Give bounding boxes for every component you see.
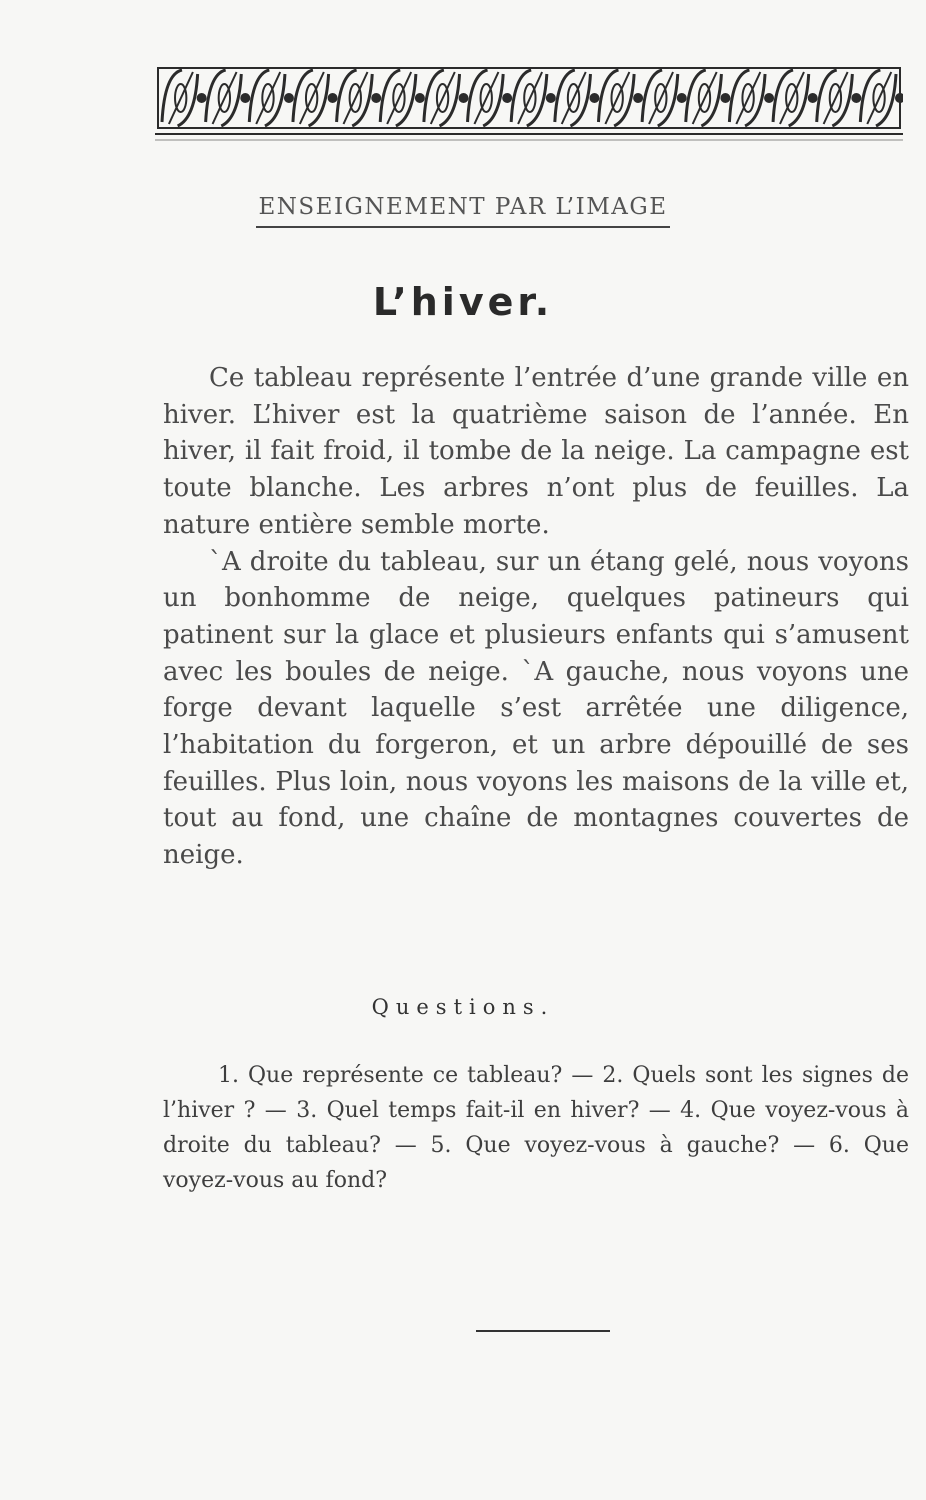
end-divider [476, 1330, 610, 1332]
paragraph-2: `A droite du tableau, sur un étang gelé, nous voyons un bonhomme de neige, quelques patineurs qui patinent sur la glace et plusieurs enfants qui s’amusent avec les boules de neige. `A gauche, nous voyons une forge devant laquelle s’est arrêtée une diligence, l’habitation du forgeron, et un arbre dépouillé de ses feuilles. Plus loin, nous voyons les maisons de la ville et, tout au fond, une chaîne de montagnes couvertes de neige. [163, 546, 909, 871]
questions-text: 1. Que représente ce tableau? — 2. Quels sont les signes de l’hiver ? — 3. Quel temps fait-il en hiver? — 4. Que voyez-vous à droite du tableau? — 5. Que voyez-vous à gauche? — 6. Que voyez-vous au fond? [163, 1063, 909, 1193]
page-title: L’hiver. [372, 280, 554, 324]
section-heading [0, 192, 926, 228]
ornament-band [155, 62, 903, 144]
decorative-border-icon [155, 62, 903, 144]
section-heading-text: ENSEIGNEMENT PAR L’IMAGE [256, 192, 669, 228]
questions-block [163, 1058, 909, 1198]
paragraph-1: Ce tableau représente l’entrée d’une grande ville en hiver. L’hiver est la quatrième saison de l’année. En hiver, il fait froid, il tombe de la neige. La campagne est toute blanche. Les arbres n’ont plus de feuilles. La nature entière semble morte. [163, 363, 909, 540]
lesson-body [163, 360, 909, 874]
questions-heading: Questions. [371, 995, 555, 1019]
